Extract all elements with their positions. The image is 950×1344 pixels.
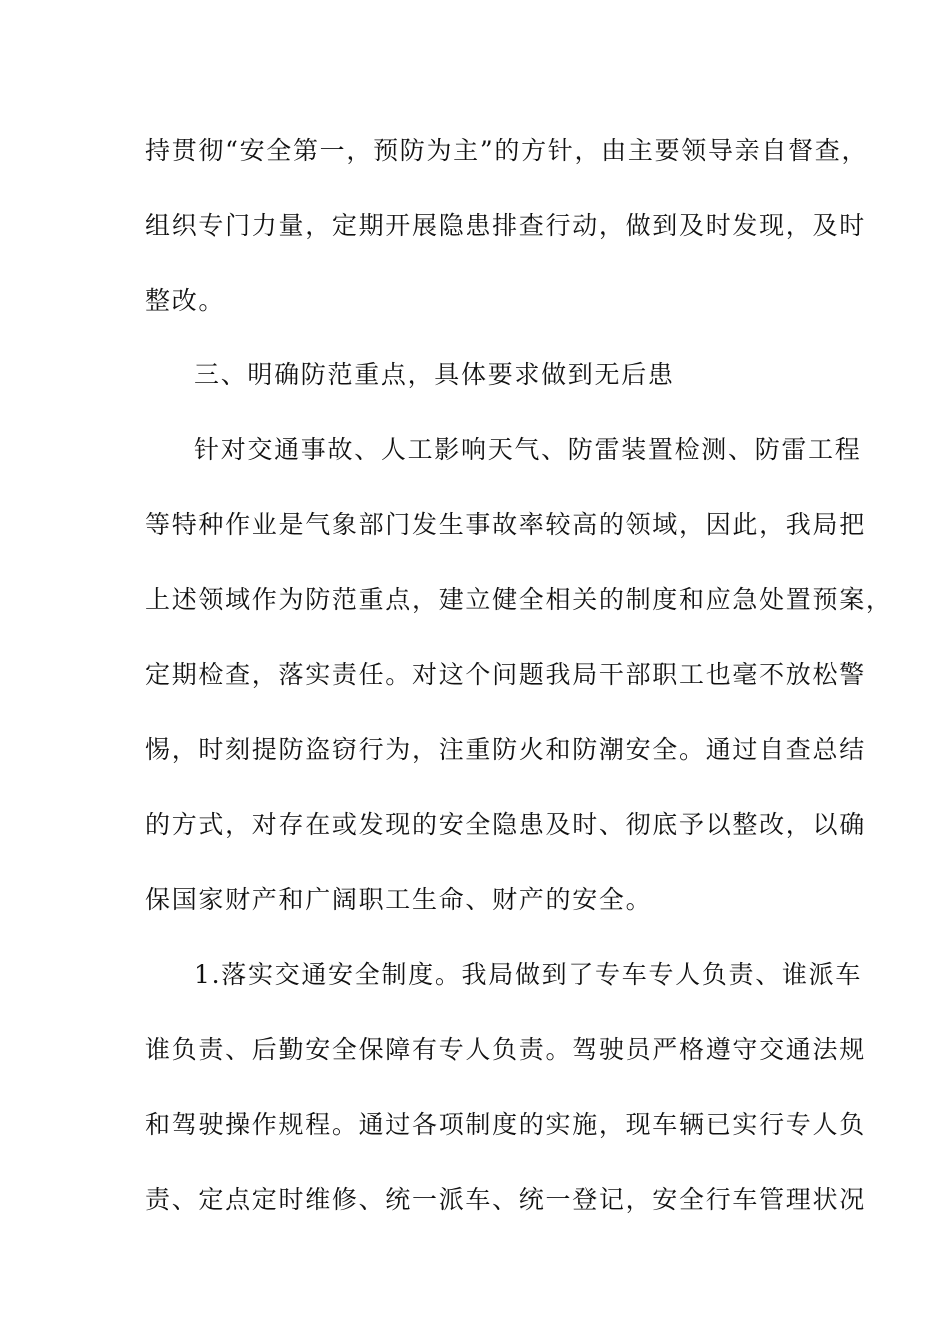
- paragraph-line: 组织专门力量，定期开展隐患排查行动，做到及时发现，及时: [145, 211, 866, 240]
- paragraph-line: 整改。: [145, 286, 226, 315]
- paragraph-line: 的方式，对存在或发现的安全隐患及时、彻底予以整改，以确: [145, 810, 866, 839]
- paragraph-line: 针对交通事故、人工影响天气、防雷装置检测、防雷工程: [194, 435, 862, 464]
- paragraph-line: 保国家财产和广阔职工生命、财产的安全。: [145, 885, 653, 914]
- paragraph-line: 持贯彻“安全第一，预防为主”的方针，由主要领导亲自督查，: [145, 136, 869, 165]
- section-heading: 三、明确防范重点，具体要求做到无后患: [194, 360, 675, 389]
- paragraph-line: 定期检查，落实责任。对这个问题我局干部职工也毫不放松警: [145, 660, 866, 689]
- paragraph-line: 上述领域作为防范重点，建立健全相关的制度和应急处置预案，: [145, 585, 893, 614]
- paragraph-line: 惕，时刻提防盗窃行为，注重防火和防潮安全。通过自查总结: [145, 735, 866, 764]
- paragraph-line: 等特种作业是气象部门发生事故率较高的领域，因此，我局把: [145, 510, 866, 539]
- paragraph-line: 责、定点定时维修、统一派车、统一登记，安全行车管理状况: [145, 1185, 866, 1214]
- paragraph-line: 谁负责、后勤安全保障有专人负责。驾驶员严格遵守交通法规: [145, 1035, 866, 1064]
- numbered-item-line: 1.落实交通安全制度。我局做到了专车专人负责、谁派车: [194, 960, 863, 989]
- paragraph-line: 和驾驶操作规程。通过各项制度的实施，现车辆已实行专人负: [145, 1110, 866, 1139]
